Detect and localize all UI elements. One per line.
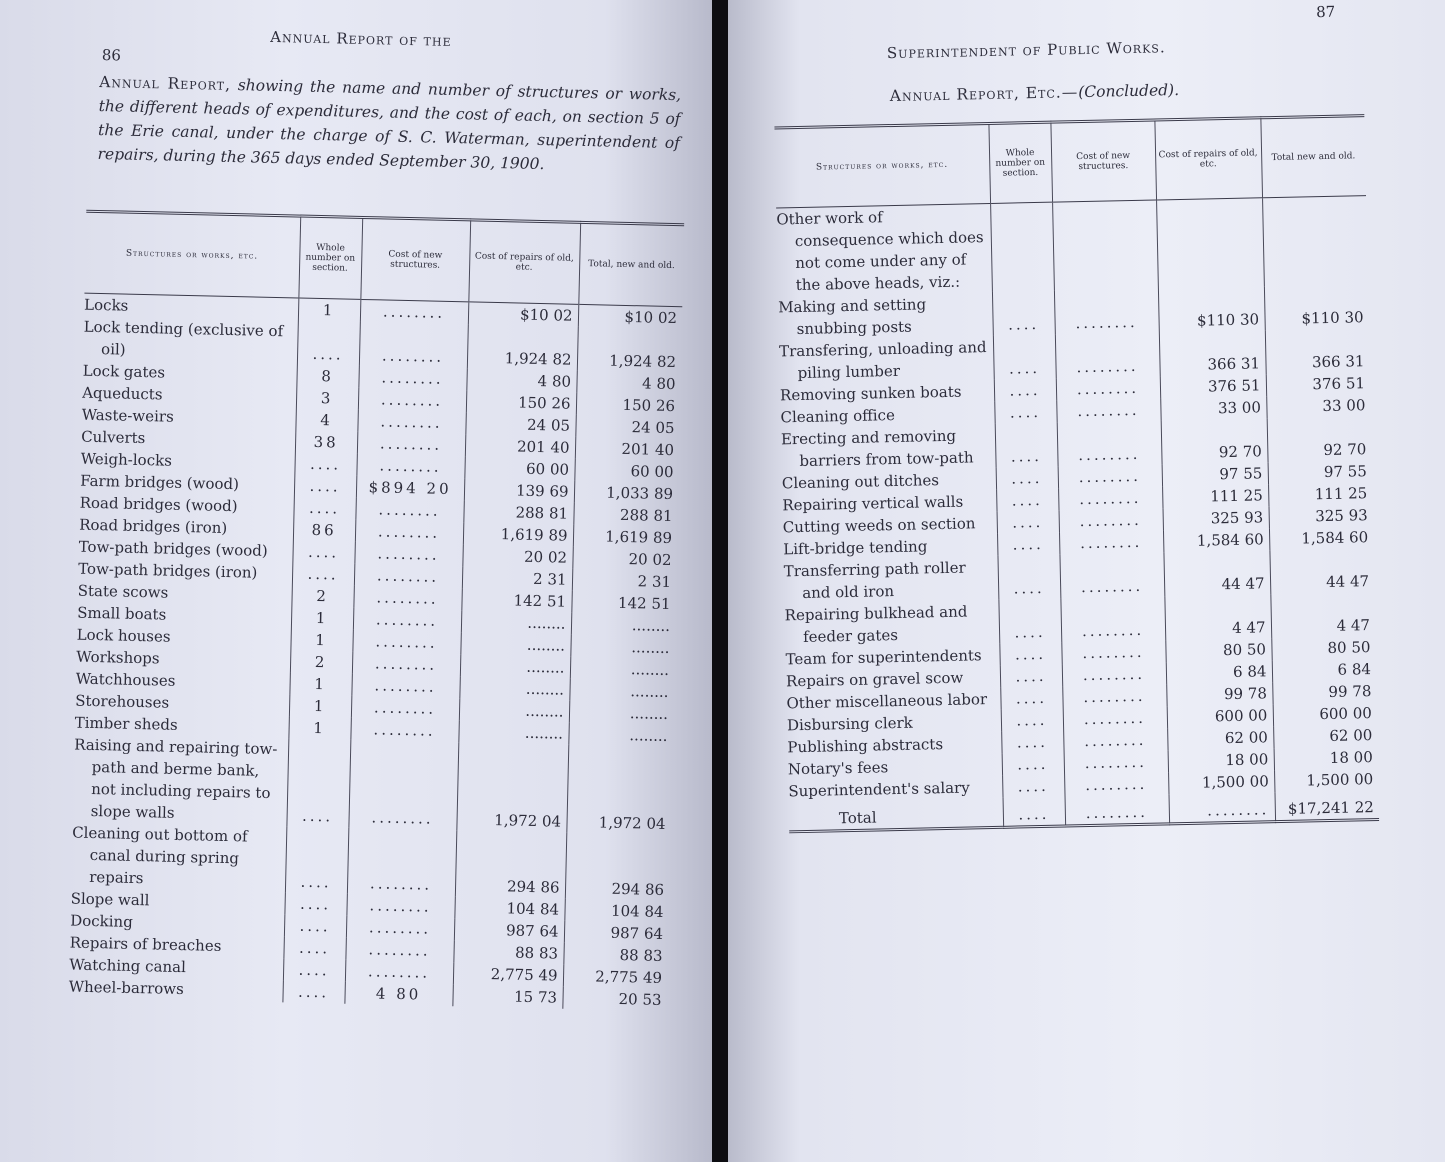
table-caption — [97, 70, 681, 179]
row-cost-repairs: 139 69 — [464, 478, 574, 502]
row-cost-new: ........ — [354, 564, 462, 588]
row-total: 97 55 — [1268, 460, 1372, 484]
row-cost-repairs: 150 26 — [466, 390, 576, 414]
row-cost-repairs: 4 80 — [466, 368, 576, 392]
row-cost-repairs: 80 50 — [1165, 638, 1271, 662]
row-cost-new: ........ — [1054, 288, 1159, 334]
row-total: ........ — [569, 679, 673, 703]
row-cost-new: $894 20 — [356, 476, 464, 500]
row-cost-repairs: 18 00 — [1168, 748, 1274, 772]
row-label: Slope wall — [70, 889, 150, 910]
row-number: 1 — [298, 298, 360, 322]
row-cost-new: ........ — [1064, 772, 1168, 796]
row-cost-repairs: $10 02 — [468, 302, 578, 327]
row-label: Wheel-barrows — [68, 977, 185, 999]
expenditure-table — [774, 114, 1379, 839]
row-total: ........ — [570, 657, 674, 681]
row-cost-new: ........ — [1063, 706, 1167, 730]
row-cost-repairs: 376 51 — [1160, 374, 1266, 398]
row-number: 86 — [293, 518, 355, 541]
row-cost-repairs: 33 00 — [1160, 396, 1266, 420]
row-number: .... — [992, 291, 1055, 336]
row-total: 1,584 60 — [1269, 526, 1373, 550]
row-total: 142 51 — [571, 591, 675, 615]
row-label: Road bridges (iron) — [78, 515, 228, 537]
page-number: 86 — [101, 46, 122, 65]
row-total: 325 93 — [1268, 504, 1372, 528]
row-number: .... — [292, 540, 354, 563]
row-label: Repairing bulkhead and feeder gates — [784, 602, 968, 646]
row-cost-new: ........ — [1056, 398, 1160, 422]
row-cost-new: ........ — [345, 960, 453, 984]
row-cost-repairs: 1,619 89 — [463, 522, 573, 546]
row-cost-repairs: ........ — [460, 632, 570, 656]
row-label: Timber sheds — [74, 713, 178, 734]
row-cost-repairs: 104 84 — [454, 896, 564, 920]
expenditure-table — [68, 210, 684, 1011]
row-number: 1 — [290, 628, 352, 651]
row-cost-repairs: $110 30 — [1158, 286, 1265, 332]
row-cost-repairs: 60 00 — [464, 456, 574, 480]
row-number: .... — [997, 555, 1060, 600]
row-number: .... — [999, 643, 1061, 666]
row-label: Cleaning office — [780, 406, 896, 427]
row-total: 1,924 82 — [577, 327, 682, 373]
row-cost-new: ........ — [360, 299, 468, 324]
row-cost-new: ........ — [1064, 750, 1168, 774]
row-cost-repairs: 88 83 — [453, 940, 563, 964]
header-cost-new: Cost of new structures. — [1050, 120, 1156, 202]
row-total: 1,500 00 — [1274, 768, 1378, 792]
row-cost-new: ........ — [1060, 596, 1165, 642]
row-cost-new: ........ — [1059, 508, 1163, 532]
row-label: Raising and repairing tow-path and berme bank, not including repairs to slope walls — [73, 735, 278, 822]
row-cost-repairs: 111 25 — [1162, 484, 1268, 508]
row-label: Storehouses — [74, 691, 170, 712]
caption-concluded: (Concluded). — [1078, 80, 1180, 102]
row-label: Tow-path bridges (iron) — [77, 559, 258, 582]
row-label: Repairs on gravel scow — [785, 668, 964, 691]
row-cost-repairs: ........ — [459, 676, 569, 700]
row-cost-new: ........ — [352, 630, 460, 654]
row-label: Lock gates — [82, 361, 166, 382]
total-number: .... — [1003, 797, 1066, 828]
row-label: Farm bridges (wood) — [79, 471, 240, 494]
row-total: 20 02 — [572, 547, 676, 571]
row-cost-new: ........ — [350, 718, 458, 742]
book-gutter — [712, 0, 728, 1162]
running-head: Annual Report of the — [270, 27, 452, 50]
row-total: 99 78 — [1272, 680, 1376, 704]
row-cost-repairs: ........ — [459, 698, 569, 722]
row-label: Other work of consequence which does not come under any of the above heads, viz.: — [776, 208, 984, 295]
row-cost-repairs: ........ — [461, 610, 571, 634]
row-total: 376 51 — [1266, 372, 1370, 396]
row-cost-repairs: 1,972 04 — [456, 742, 568, 832]
row-total: 294 86 — [565, 833, 670, 901]
row-label: Lock tending (exclusive of oil) — [83, 317, 284, 359]
row-cost-new: ........ — [1059, 530, 1163, 554]
row-total: 6 84 — [1272, 658, 1376, 682]
row-cost-repairs — [1156, 198, 1264, 289]
row-total: 24 05 — [575, 415, 679, 439]
row-label: State scows — [77, 581, 169, 602]
row-number: .... — [292, 562, 354, 585]
row-number: .... — [294, 452, 356, 475]
row-cost-repairs: 2,775 49 — [453, 962, 563, 986]
row-total: 62 00 — [1273, 724, 1377, 748]
row-cost-new: ........ — [357, 410, 465, 434]
row-cost-new: ........ — [355, 520, 463, 544]
row-total: $110 30 — [1264, 284, 1369, 330]
header-structures: Structures or works, etc. — [125, 248, 259, 262]
row-number: .... — [1002, 775, 1064, 798]
row-total: 60 00 — [574, 459, 678, 483]
row-total: ........ — [570, 635, 674, 659]
row-number: .... — [1000, 687, 1062, 710]
row-label: Tow-path bridges (wood) — [78, 537, 268, 560]
row-total: 1,972 04 — [566, 745, 672, 835]
row-number: 38 — [295, 430, 357, 453]
row-label: Aqueducts — [81, 383, 163, 404]
row-cost-repairs: ........ — [460, 654, 570, 678]
row-number: 2 — [291, 584, 353, 607]
row-total: 1,619 89 — [573, 525, 677, 549]
row-label: Docking — [69, 911, 133, 931]
row-total: 80 50 — [1271, 636, 1375, 660]
row-label: Team for superintendents — [785, 646, 982, 669]
row-cost-repairs: 288 81 — [463, 500, 573, 524]
total-new: ........ — [1065, 794, 1170, 826]
header-cost-repairs: Cost of repairs of old, etc. — [1154, 118, 1262, 200]
row-cost-new: ........ — [346, 916, 454, 940]
row-cost-repairs: 294 86 — [455, 830, 566, 898]
row-cost-new: ........ — [346, 894, 454, 918]
row-cost-new: ........ — [351, 674, 459, 698]
row-number: .... — [286, 738, 350, 827]
row-label: Disbursing clerk — [786, 713, 913, 735]
row-number: .... — [285, 826, 348, 893]
row-label: Weigh-locks — [80, 449, 173, 470]
header-whole-number: Whole number on section. — [298, 216, 362, 299]
row-cost-repairs: 62 00 — [1167, 726, 1273, 750]
row-cost-new: ........ — [1055, 332, 1160, 378]
row-number: .... — [994, 401, 1056, 424]
row-cost-repairs: 20 02 — [462, 544, 572, 568]
row-cost-new: ........ — [1056, 376, 1160, 400]
row-label: Workshops — [75, 647, 160, 668]
table-header-row — [774, 116, 1366, 208]
row-number: 1 — [289, 672, 351, 695]
row-total: 44 47 — [1269, 548, 1374, 594]
row-number: 8 — [296, 365, 358, 388]
row-label: Waste-weirs — [81, 405, 174, 426]
row-total: 4 47 — [1270, 592, 1375, 638]
row-number: .... — [996, 489, 1058, 512]
row-total: 88 83 — [563, 943, 667, 967]
left-page — [0, 0, 712, 1162]
row-label: Locks — [83, 295, 129, 315]
row-label: Transfering, unloading and piling lumber — [778, 338, 987, 383]
row-cost-new: ........ — [351, 696, 459, 720]
row-number: .... — [995, 423, 1058, 468]
row-cost-repairs: 987 64 — [454, 918, 564, 942]
row-label: Cutting weeds on section — [782, 514, 976, 537]
row-cost-repairs: 99 78 — [1166, 682, 1272, 706]
row-label: Cleaning out ditches — [781, 471, 940, 493]
row-number: .... — [297, 321, 360, 366]
row-number: .... — [283, 936, 345, 959]
caption-lead: Annual Report, — [99, 72, 232, 94]
row-total: $10 02 — [578, 304, 682, 329]
table-row — [72, 734, 672, 836]
table-row — [776, 196, 1368, 297]
row-cost-repairs: 4 47 — [1164, 594, 1271, 640]
row-total: 2,775 49 — [563, 965, 667, 989]
header-cost-repairs: Cost of repairs of old, etc. — [468, 220, 580, 304]
row-label: Removing sunken boats — [779, 382, 962, 405]
row-number: .... — [1000, 665, 1062, 688]
total-label: Total — [838, 808, 877, 828]
row-total: 20 53 — [562, 987, 666, 1011]
row-label: Making and setting snubbing posts — [778, 295, 927, 339]
row-number — [990, 202, 1054, 292]
row-label: Repairs of breaches — [69, 933, 222, 955]
row-number: .... — [996, 467, 1058, 490]
row-cost-repairs: 44 47 — [1163, 550, 1270, 596]
row-cost-new: ........ — [357, 432, 465, 456]
row-number: 2 — [290, 650, 352, 673]
row-number: .... — [994, 379, 1056, 402]
row-total: 288 81 — [573, 503, 677, 527]
row-number: .... — [1001, 709, 1063, 732]
row-total: ........ — [571, 613, 675, 637]
row-cost-new — [1052, 200, 1158, 291]
row-cost-new: ........ — [1057, 420, 1162, 466]
row-number: .... — [998, 599, 1061, 644]
row-cost-new: ........ — [358, 388, 466, 412]
row-cost-repairs: 325 93 — [1163, 506, 1269, 530]
header-cost-new: Cost of new structures. — [360, 217, 470, 301]
row-cost-new: ........ — [354, 542, 462, 566]
row-total: ........ — [568, 723, 672, 747]
row-cost-new: ........ — [1059, 552, 1164, 598]
row-number: 4 — [295, 409, 357, 432]
row-label: Transferring path roller and old iron — [783, 558, 966, 602]
row-label: Other miscellaneous labor — [786, 690, 988, 713]
row-label: Erecting and removing barriers from tow-path — [780, 426, 974, 471]
row-label: Lock houses — [76, 625, 171, 646]
row-cost-new: ........ — [345, 938, 453, 962]
header-total: Total, new and old. — [578, 222, 684, 306]
row-cost-new: ........ — [1058, 464, 1162, 488]
total-repairs: ........ — [1169, 792, 1276, 824]
row-number: .... — [284, 914, 346, 937]
row-cost-repairs: 6 84 — [1166, 660, 1272, 684]
page-number: 87 — [1315, 2, 1336, 22]
row-total: 600 00 — [1273, 702, 1377, 726]
row-cost-repairs: ........ — [458, 720, 568, 744]
row-cost-repairs: 201 40 — [465, 434, 575, 458]
row-total — [1262, 196, 1368, 287]
row-cost-repairs: 1,924 82 — [467, 324, 578, 370]
row-cost-new: ........ — [352, 652, 460, 676]
row-number: 1 — [291, 606, 353, 629]
row-cost-new: ........ — [359, 322, 468, 368]
row-total: 150 26 — [576, 393, 680, 417]
caption-text: showing the name and number of structures or works, the different heads of expenditures, and the cost of each, on section 5 of the Erie canal, under the charge of S. C. Waterman, superintendent of repairs, during the 365 days ended September 30, 1900. — [97, 76, 682, 174]
row-cost-new: ........ — [355, 498, 463, 522]
row-cost-repairs: 97 55 — [1162, 462, 1268, 486]
table-caption — [890, 75, 1310, 108]
row-cost-new: ........ — [353, 608, 461, 632]
right-page — [728, 0, 1445, 1162]
row-cost-new: ........ — [348, 740, 458, 830]
row-number: 3 — [296, 387, 358, 410]
row-cost-new: ........ — [358, 366, 466, 390]
row-number: .... — [993, 335, 1056, 380]
row-label: Repairing vertical walls — [782, 492, 964, 515]
row-cost-repairs: 24 05 — [465, 412, 575, 436]
row-number: 1 — [288, 716, 350, 739]
row-label: Small boats — [76, 603, 167, 624]
row-total: ........ — [569, 701, 673, 725]
row-number: .... — [282, 980, 344, 1003]
row-total: 111 25 — [1268, 482, 1372, 506]
row-total: 104 84 — [564, 899, 668, 923]
row-total: 987 64 — [564, 921, 668, 945]
row-total: 366 31 — [1265, 328, 1370, 374]
running-head: Superintendent of Public Works. — [886, 38, 1166, 63]
row-total: 1,033 89 — [574, 481, 678, 505]
row-total: 33 00 — [1266, 394, 1370, 418]
row-number: .... — [997, 511, 1059, 534]
row-number: .... — [284, 892, 346, 915]
row-cost-new: ........ — [356, 454, 464, 478]
row-cost-new: ........ — [347, 828, 456, 896]
row-cost-new: ........ — [1058, 486, 1162, 510]
row-total: 92 70 — [1267, 416, 1372, 462]
row-cost-repairs: 142 51 — [461, 588, 571, 612]
row-number: .... — [997, 533, 1059, 556]
row-label: Superintendent's salary — [788, 778, 970, 801]
row-number: .... — [294, 474, 356, 497]
row-cost-new: ........ — [353, 586, 461, 610]
table-header-row — [84, 211, 684, 307]
row-cost-repairs: 15 73 — [452, 984, 562, 1008]
row-cost-repairs: 1,500 00 — [1168, 770, 1274, 794]
row-cost-repairs: 92 70 — [1161, 418, 1268, 464]
row-label: Culverts — [80, 427, 146, 448]
row-total: 4 80 — [576, 371, 680, 395]
row-cost-new: ........ — [1063, 728, 1167, 752]
row-number: .... — [1001, 731, 1063, 754]
row-number: .... — [1002, 753, 1064, 776]
row-label: Notary's fees — [787, 758, 889, 779]
row-label: Watchhouses — [75, 669, 176, 690]
row-total: 18 00 — [1274, 746, 1378, 770]
caption-lead: Annual Report, Etc.— — [889, 83, 1079, 106]
row-label: Road bridges (wood) — [79, 493, 238, 516]
row-cost-repairs: 1,584 60 — [1163, 528, 1269, 552]
total-value: $17,241 22 — [1274, 790, 1379, 822]
row-cost-new: ........ — [1061, 640, 1165, 664]
row-label: Cleaning out bottom of canal during spring repairs — [71, 823, 248, 888]
row-cost-new: ........ — [1062, 684, 1166, 708]
header-whole-number: Whole number on section. — [988, 122, 1052, 203]
row-number: 1 — [289, 694, 351, 717]
header-total: Total new and old. — [1260, 116, 1366, 198]
row-cost-repairs: 600 00 — [1167, 704, 1273, 728]
row-cost-new: 4 80 — [344, 982, 452, 1006]
row-cost-repairs: 2 31 — [462, 566, 572, 590]
row-number: .... — [293, 496, 355, 519]
row-total: 2 31 — [572, 569, 676, 593]
row-cost-new: ........ — [1062, 662, 1166, 686]
row-label: Publishing abstracts — [787, 735, 944, 757]
row-label: Lift-bridge tending — [783, 537, 928, 559]
row-cost-repairs: 366 31 — [1159, 330, 1266, 376]
row-total: 201 40 — [575, 437, 679, 461]
row-label: Watching canal — [68, 955, 187, 977]
header-structures: Structures or works, etc. — [815, 159, 949, 173]
row-number: .... — [283, 958, 345, 981]
